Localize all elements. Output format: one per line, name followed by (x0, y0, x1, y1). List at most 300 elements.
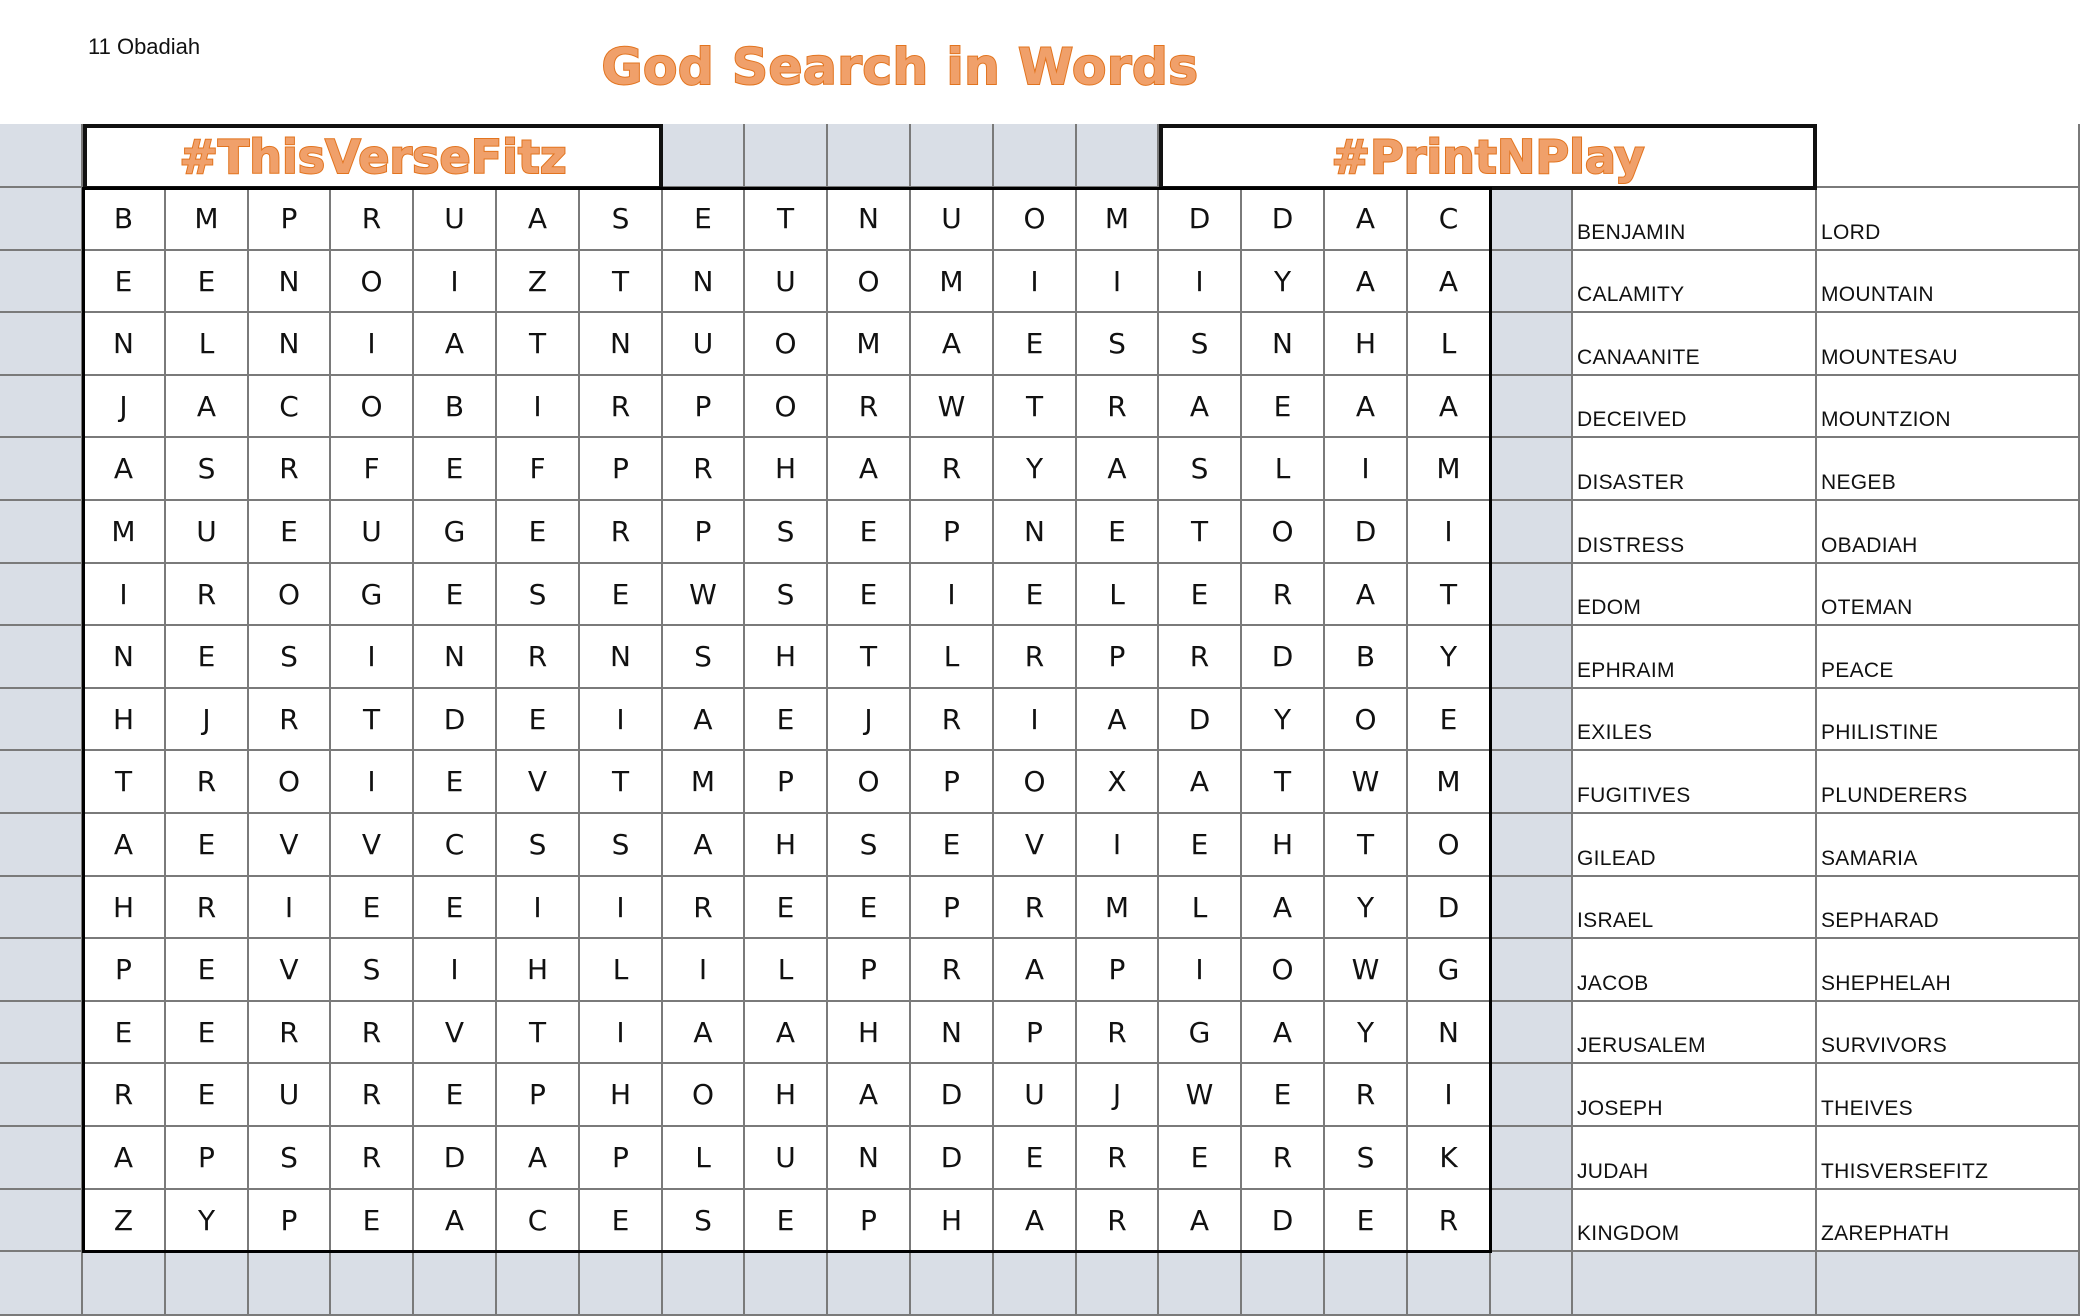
puzzle-letter-cell: V (249, 939, 331, 1002)
puzzle-letter-cell: R (1159, 626, 1242, 689)
puzzle-letter-cell: A (414, 1190, 497, 1252)
puzzle-letter-cell: I (1408, 1064, 1491, 1127)
word-list-label: FUGITIVES (1577, 784, 1691, 807)
puzzle-letter-cell: B (1325, 626, 1408, 689)
puzzle-letter-cell: P (1077, 939, 1159, 1002)
puzzle-letter-cell: F (331, 438, 414, 501)
puzzle-letter-cell: I (1408, 501, 1491, 564)
word-list-label: CANAANITE (1577, 346, 1700, 369)
word-list-label: OBADIAH (1821, 534, 1918, 557)
word-list-item (1573, 251, 1817, 313)
puzzle-letter-cell: U (994, 1064, 1077, 1127)
puzzle-letter-cell: A (1325, 376, 1408, 438)
puzzle-letter-cell: I (331, 751, 414, 814)
puzzle-letter-cell: N (663, 251, 745, 313)
puzzle-letter-cell: L (745, 939, 828, 1002)
puzzle-letter-cell: R (249, 1002, 331, 1064)
puzzle-letter-cell: E (166, 939, 249, 1002)
puzzle-letter-cell: T (1159, 501, 1242, 564)
puzzle-letter-cell: E (1242, 376, 1325, 438)
puzzle-letter-cell: R (1077, 1127, 1159, 1190)
word-list-item (1817, 814, 2080, 877)
puzzle-letter-cell: B (83, 188, 166, 251)
grid-cell (0, 1127, 83, 1190)
word-search-sheet (0, 124, 2080, 1316)
puzzle-letter-cell: U (911, 188, 994, 251)
word-list-label: EPHRAIM (1577, 659, 1675, 682)
word-list-item (1817, 313, 2080, 376)
puzzle-letter-cell: E (745, 689, 828, 751)
puzzle-letter-cell: A (1408, 376, 1491, 438)
puzzle-letter-cell: P (166, 1127, 249, 1190)
grid-cell (166, 1252, 249, 1316)
word-list-label: PLUNDERERS (1821, 784, 1968, 807)
word-list-label: DISASTER (1577, 471, 1685, 494)
page-label: 11 Obadiah (88, 34, 201, 59)
puzzle-letter-cell: D (414, 1127, 497, 1190)
puzzle-letter-cell: S (1325, 1127, 1408, 1190)
puzzle-letter-cell: D (1242, 188, 1325, 251)
puzzle-letter-cell: E (331, 877, 414, 939)
puzzle-letter-cell: A (83, 814, 166, 877)
grid-cell (1491, 501, 1573, 564)
puzzle-letter-cell: R (1242, 564, 1325, 626)
word-list-item (1817, 251, 2080, 313)
puzzle-letter-cell: E (1408, 689, 1491, 751)
puzzle-letter-cell: O (249, 564, 331, 626)
puzzle-letter-cell: A (1408, 251, 1491, 313)
word-list-label: DISTRESS (1577, 534, 1685, 557)
puzzle-letter-cell: O (828, 751, 911, 814)
puzzle-letter-cell: A (1159, 376, 1242, 438)
puzzle-letter-cell: H (745, 626, 828, 689)
puzzle-letter-cell: H (828, 1002, 911, 1064)
puzzle-letter-cell: I (331, 313, 414, 376)
puzzle-letter-cell: M (911, 251, 994, 313)
grid-cell (1491, 689, 1573, 751)
puzzle-letter-cell: O (994, 188, 1077, 251)
puzzle-letter-cell: R (1325, 1064, 1408, 1127)
puzzle-letter-cell: R (166, 751, 249, 814)
word-list-label: CALAMITY (1577, 283, 1685, 306)
word-list-label: MOUNTAIN (1821, 283, 1934, 306)
puzzle-letter-cell: N (828, 1127, 911, 1190)
puzzle-letter-cell: D (1325, 501, 1408, 564)
grid-cell (1491, 376, 1573, 438)
puzzle-letter-cell: G (1159, 1002, 1242, 1064)
puzzle-letter-cell: A (1325, 564, 1408, 626)
word-list-item (1573, 564, 1817, 626)
grid-cell (1491, 1064, 1573, 1127)
word-list-label: ISRAEL (1577, 909, 1654, 932)
puzzle-letter-cell: E (994, 313, 1077, 376)
puzzle-letter-cell: E (745, 877, 828, 939)
grid-cell (1491, 1190, 1573, 1252)
puzzle-letter-cell: L (166, 313, 249, 376)
grid-cell (745, 1252, 828, 1316)
grid-cell (1491, 877, 1573, 939)
grid-cell (0, 689, 83, 751)
puzzle-letter-cell: I (83, 564, 166, 626)
puzzle-letter-cell: A (497, 188, 580, 251)
puzzle-letter-cell: G (331, 564, 414, 626)
word-list-label: ZAREPHATH (1821, 1222, 1950, 1245)
puzzle-letter-cell: R (580, 376, 663, 438)
grid-cell (1491, 1127, 1573, 1190)
puzzle-letter-cell: R (166, 877, 249, 939)
word-list-item (1573, 501, 1817, 564)
puzzle-letter-cell: T (828, 626, 911, 689)
grid-cell (83, 1252, 166, 1316)
puzzle-letter-cell: E (166, 814, 249, 877)
grid-cell (1491, 814, 1573, 877)
puzzle-letter-cell: J (83, 376, 166, 438)
puzzle-letter-cell: S (249, 1127, 331, 1190)
word-list-item (1573, 877, 1817, 939)
puzzle-letter-cell: N (249, 251, 331, 313)
page-title: God Search in Words (601, 38, 1199, 96)
word-list-item (1573, 1190, 1817, 1252)
puzzle-letter-cell: U (745, 251, 828, 313)
grid-cell (0, 939, 83, 1002)
puzzle-letter-cell: L (1077, 564, 1159, 626)
grid-cell (1242, 1252, 1325, 1316)
puzzle-letter-cell: E (166, 251, 249, 313)
word-list-label: EDOM (1577, 596, 1642, 619)
puzzle-letter-cell: O (1242, 939, 1325, 1002)
puzzle-letter-cell: H (745, 438, 828, 501)
puzzle-letter-cell: W (663, 564, 745, 626)
puzzle-letter-cell: W (1159, 1064, 1242, 1127)
puzzle-letter-cell: C (414, 814, 497, 877)
grid-cell (1491, 626, 1573, 689)
puzzle-letter-cell: M (663, 751, 745, 814)
word-list-label: THISVERSEFITZ (1821, 1160, 1989, 1183)
puzzle-letter-cell: R (1077, 376, 1159, 438)
puzzle-letter-cell: R (828, 376, 911, 438)
puzzle-letter-cell: R (249, 438, 331, 501)
puzzle-letter-cell: N (1242, 313, 1325, 376)
word-list-item (1573, 814, 1817, 877)
puzzle-letter-cell: R (166, 564, 249, 626)
grid-cell (1077, 124, 1159, 188)
puzzle-letter-cell: E (828, 564, 911, 626)
grid-cell (1491, 188, 1573, 251)
puzzle-letter-cell: U (249, 1064, 331, 1127)
puzzle-letter-cell: T (497, 1002, 580, 1064)
puzzle-letter-cell: E (1242, 1064, 1325, 1127)
puzzle-letter-cell: O (994, 751, 1077, 814)
grid-cell (1159, 1252, 1242, 1316)
word-list-label: SURVIVORS (1821, 1034, 1948, 1057)
puzzle-letter-cell: S (331, 939, 414, 1002)
puzzle-letter-cell: G (1408, 939, 1491, 1002)
puzzle-letter-cell: S (1159, 313, 1242, 376)
puzzle-letter-cell: R (663, 877, 745, 939)
puzzle-letter-cell: R (911, 939, 994, 1002)
puzzle-letter-cell: A (994, 939, 1077, 1002)
word-list-item (1817, 1127, 2080, 1190)
puzzle-letter-cell: T (331, 689, 414, 751)
puzzle-letter-cell: P (663, 376, 745, 438)
puzzle-letter-cell: E (745, 1190, 828, 1252)
word-list-label: LORD (1821, 221, 1881, 244)
puzzle-letter-cell: R (994, 877, 1077, 939)
puzzle-letter-cell: A (1242, 877, 1325, 939)
puzzle-letter-cell: L (1408, 313, 1491, 376)
puzzle-letter-cell: I (1159, 251, 1242, 313)
puzzle-letter-cell: M (83, 501, 166, 564)
puzzle-letter-cell: O (1325, 689, 1408, 751)
word-list-item (1817, 564, 2080, 626)
puzzle-letter-cell: P (1077, 626, 1159, 689)
puzzle-letter-cell: U (331, 501, 414, 564)
word-list-item (1817, 1190, 2080, 1252)
puzzle-letter-cell: P (580, 1127, 663, 1190)
puzzle-letter-cell: A (745, 1002, 828, 1064)
puzzle-letter-cell: R (663, 438, 745, 501)
grid-cell (911, 1252, 994, 1316)
puzzle-letter-cell: N (580, 313, 663, 376)
puzzle-letter-cell: R (911, 689, 994, 751)
puzzle-letter-cell: V (414, 1002, 497, 1064)
word-list-label: JOSEPH (1577, 1097, 1663, 1120)
word-list-item (1817, 689, 2080, 751)
puzzle-letter-cell: T (994, 376, 1077, 438)
puzzle-letter-cell: R (331, 188, 414, 251)
grid-cell (0, 1002, 83, 1064)
grid-cell (414, 1252, 497, 1316)
puzzle-letter-cell: H (911, 1190, 994, 1252)
grid-cell (0, 251, 83, 313)
word-list-item (1817, 751, 2080, 814)
grid-cell (1491, 1252, 1573, 1316)
puzzle-letter-cell: Z (83, 1190, 166, 1252)
puzzle-letter-cell: T (497, 313, 580, 376)
grid-cell (1491, 313, 1573, 376)
puzzle-letter-cell: R (497, 626, 580, 689)
puzzle-letter-cell: R (1408, 1190, 1491, 1252)
word-list-label: THEIVES (1821, 1097, 1913, 1120)
puzzle-letter-cell: H (497, 939, 580, 1002)
word-list-label: BENJAMIN (1577, 221, 1686, 244)
puzzle-letter-cell: E (1159, 564, 1242, 626)
puzzle-letter-cell: O (331, 376, 414, 438)
puzzle-letter-cell: B (414, 376, 497, 438)
puzzle-letter-cell: U (166, 501, 249, 564)
puzzle-letter-cell: S (249, 626, 331, 689)
puzzle-letter-cell: A (497, 1127, 580, 1190)
puzzle-letter-cell: R (331, 1064, 414, 1127)
puzzle-letter-cell: X (1077, 751, 1159, 814)
puzzle-letter-cell: E (828, 877, 911, 939)
puzzle-letter-cell: L (911, 626, 994, 689)
puzzle-letter-cell: E (1159, 814, 1242, 877)
grid-cell (0, 564, 83, 626)
grid-cell (497, 1252, 580, 1316)
puzzle-letter-cell: E (580, 1190, 663, 1252)
puzzle-letter-cell: I (580, 1002, 663, 1064)
grid-cell (0, 626, 83, 689)
puzzle-letter-cell: P (828, 939, 911, 1002)
puzzle-letter-cell: A (828, 1064, 911, 1127)
puzzle-letter-cell: T (1325, 814, 1408, 877)
word-list-item (1817, 939, 2080, 1002)
puzzle-letter-cell: U (414, 188, 497, 251)
puzzle-letter-cell: O (331, 251, 414, 313)
grid-cell (0, 313, 83, 376)
puzzle-letter-cell: S (497, 814, 580, 877)
puzzle-letter-cell: E (994, 564, 1077, 626)
puzzle-letter-cell: R (911, 438, 994, 501)
puzzle-letter-cell: T (1408, 564, 1491, 626)
puzzle-letter-cell: A (663, 689, 745, 751)
word-list-label: JACOB (1577, 972, 1649, 995)
grid-cell (1325, 1252, 1408, 1316)
puzzle-letter-cell: C (497, 1190, 580, 1252)
puzzle-letter-cell: P (663, 501, 745, 564)
word-list-label: PEACE (1821, 659, 1894, 682)
header-cell (1817, 124, 2080, 188)
word-list-item (1573, 751, 1817, 814)
puzzle-letter-cell: E (166, 1002, 249, 1064)
puzzle-letter-cell: P (911, 877, 994, 939)
puzzle-letter-cell: E (414, 438, 497, 501)
puzzle-letter-cell: A (994, 1190, 1077, 1252)
puzzle-letter-cell: S (497, 564, 580, 626)
puzzle-letter-cell: P (994, 1002, 1077, 1064)
puzzle-letter-cell: D (1408, 877, 1491, 939)
puzzle-letter-cell: E (1077, 501, 1159, 564)
puzzle-letter-cell: E (414, 564, 497, 626)
puzzle-letter-cell: I (580, 689, 663, 751)
puzzle-letter-cell: H (83, 877, 166, 939)
puzzle-letter-cell: R (1242, 1127, 1325, 1190)
puzzle-letter-cell: L (580, 939, 663, 1002)
grid-cell (0, 1252, 83, 1316)
puzzle-letter-cell: E (414, 1064, 497, 1127)
word-list-item (1573, 626, 1817, 689)
puzzle-letter-cell: O (745, 376, 828, 438)
puzzle-letter-cell: P (745, 751, 828, 814)
puzzle-letter-cell: C (1408, 188, 1491, 251)
puzzle-letter-cell: D (1159, 188, 1242, 251)
grid-cell (580, 1252, 663, 1316)
puzzle-letter-cell: V (249, 814, 331, 877)
puzzle-letter-cell: E (249, 501, 331, 564)
puzzle-letter-cell: P (497, 1064, 580, 1127)
puzzle-letter-cell: I (1077, 814, 1159, 877)
grid-cell (1491, 939, 1573, 1002)
puzzle-letter-cell: S (663, 1190, 745, 1252)
puzzle-letter-cell: T (580, 251, 663, 313)
puzzle-letter-cell: I (663, 939, 745, 1002)
puzzle-letter-cell: O (745, 313, 828, 376)
puzzle-letter-cell: A (911, 313, 994, 376)
puzzle-letter-cell: R (580, 501, 663, 564)
puzzle-letter-cell: J (828, 689, 911, 751)
puzzle-letter-cell: T (580, 751, 663, 814)
puzzle-letter-cell: C (249, 376, 331, 438)
grid-cell (1491, 251, 1573, 313)
puzzle-letter-cell: M (1077, 188, 1159, 251)
puzzle-letter-cell: A (1159, 751, 1242, 814)
word-list-item (1573, 1064, 1817, 1127)
puzzle-letter-cell: I (414, 939, 497, 1002)
grid-cell (0, 751, 83, 814)
puzzle-letter-cell: I (249, 877, 331, 939)
puzzle-letter-cell: I (497, 376, 580, 438)
grid-cell (1491, 564, 1573, 626)
puzzle-letter-cell: I (994, 689, 1077, 751)
puzzle-letter-cell: E (497, 689, 580, 751)
puzzle-letter-cell: R (249, 689, 331, 751)
puzzle-letter-cell: A (663, 1002, 745, 1064)
puzzle-letter-cell: H (580, 1064, 663, 1127)
word-list-label: MOUNTZION (1821, 408, 1951, 431)
grid-cell (663, 124, 745, 188)
word-list-item (1817, 1064, 2080, 1127)
puzzle-letter-cell: E (83, 1002, 166, 1064)
puzzle-letter-cell: M (1408, 751, 1491, 814)
puzzle-letter-cell: I (497, 877, 580, 939)
puzzle-letter-cell: D (1242, 626, 1325, 689)
grid-cell (745, 124, 828, 188)
puzzle-letter-cell: E (497, 501, 580, 564)
puzzle-letter-cell: L (1242, 438, 1325, 501)
puzzle-letter-cell: S (745, 564, 828, 626)
puzzle-letter-cell: E (331, 1190, 414, 1252)
puzzle-letter-cell: E (911, 814, 994, 877)
puzzle-letter-cell: R (994, 626, 1077, 689)
word-list-item (1573, 939, 1817, 1002)
puzzle-letter-cell: A (1077, 689, 1159, 751)
puzzle-letter-cell: N (1408, 1002, 1491, 1064)
puzzle-letter-cell: E (1325, 1190, 1408, 1252)
puzzle-letter-cell: A (83, 438, 166, 501)
puzzle-letter-cell: S (663, 626, 745, 689)
puzzle-letter-cell: P (83, 939, 166, 1002)
puzzle-letter-cell: D (414, 689, 497, 751)
puzzle-letter-cell: Y (1242, 689, 1325, 751)
puzzle-letter-cell: Z (497, 251, 580, 313)
puzzle-letter-cell: Y (994, 438, 1077, 501)
puzzle-letter-cell: P (828, 1190, 911, 1252)
puzzle-letter-cell: H (1242, 814, 1325, 877)
puzzle-letter-cell: D (911, 1127, 994, 1190)
hashtag-banner-left: #ThisVerseFitz (83, 124, 663, 190)
puzzle-letter-cell: E (1159, 1127, 1242, 1190)
puzzle-letter-cell: S (745, 501, 828, 564)
grid-cell (0, 814, 83, 877)
puzzle-letter-cell: F (497, 438, 580, 501)
puzzle-letter-cell: M (828, 313, 911, 376)
puzzle-letter-cell: O (663, 1064, 745, 1127)
puzzle-letter-cell: I (1325, 438, 1408, 501)
puzzle-letter-cell: S (1077, 313, 1159, 376)
puzzle-letter-cell: T (1242, 751, 1325, 814)
puzzle-letter-cell: A (663, 814, 745, 877)
puzzle-letter-cell: N (994, 501, 1077, 564)
word-list-item (1817, 376, 2080, 438)
puzzle-letter-cell: Y (1242, 251, 1325, 313)
word-list-label: GILEAD (1577, 847, 1656, 870)
puzzle-letter-cell: A (1325, 188, 1408, 251)
word-list-label: PHILISTINE (1821, 721, 1939, 744)
puzzle-letter-cell: S (166, 438, 249, 501)
word-list-item (1817, 501, 2080, 564)
puzzle-letter-cell: S (828, 814, 911, 877)
